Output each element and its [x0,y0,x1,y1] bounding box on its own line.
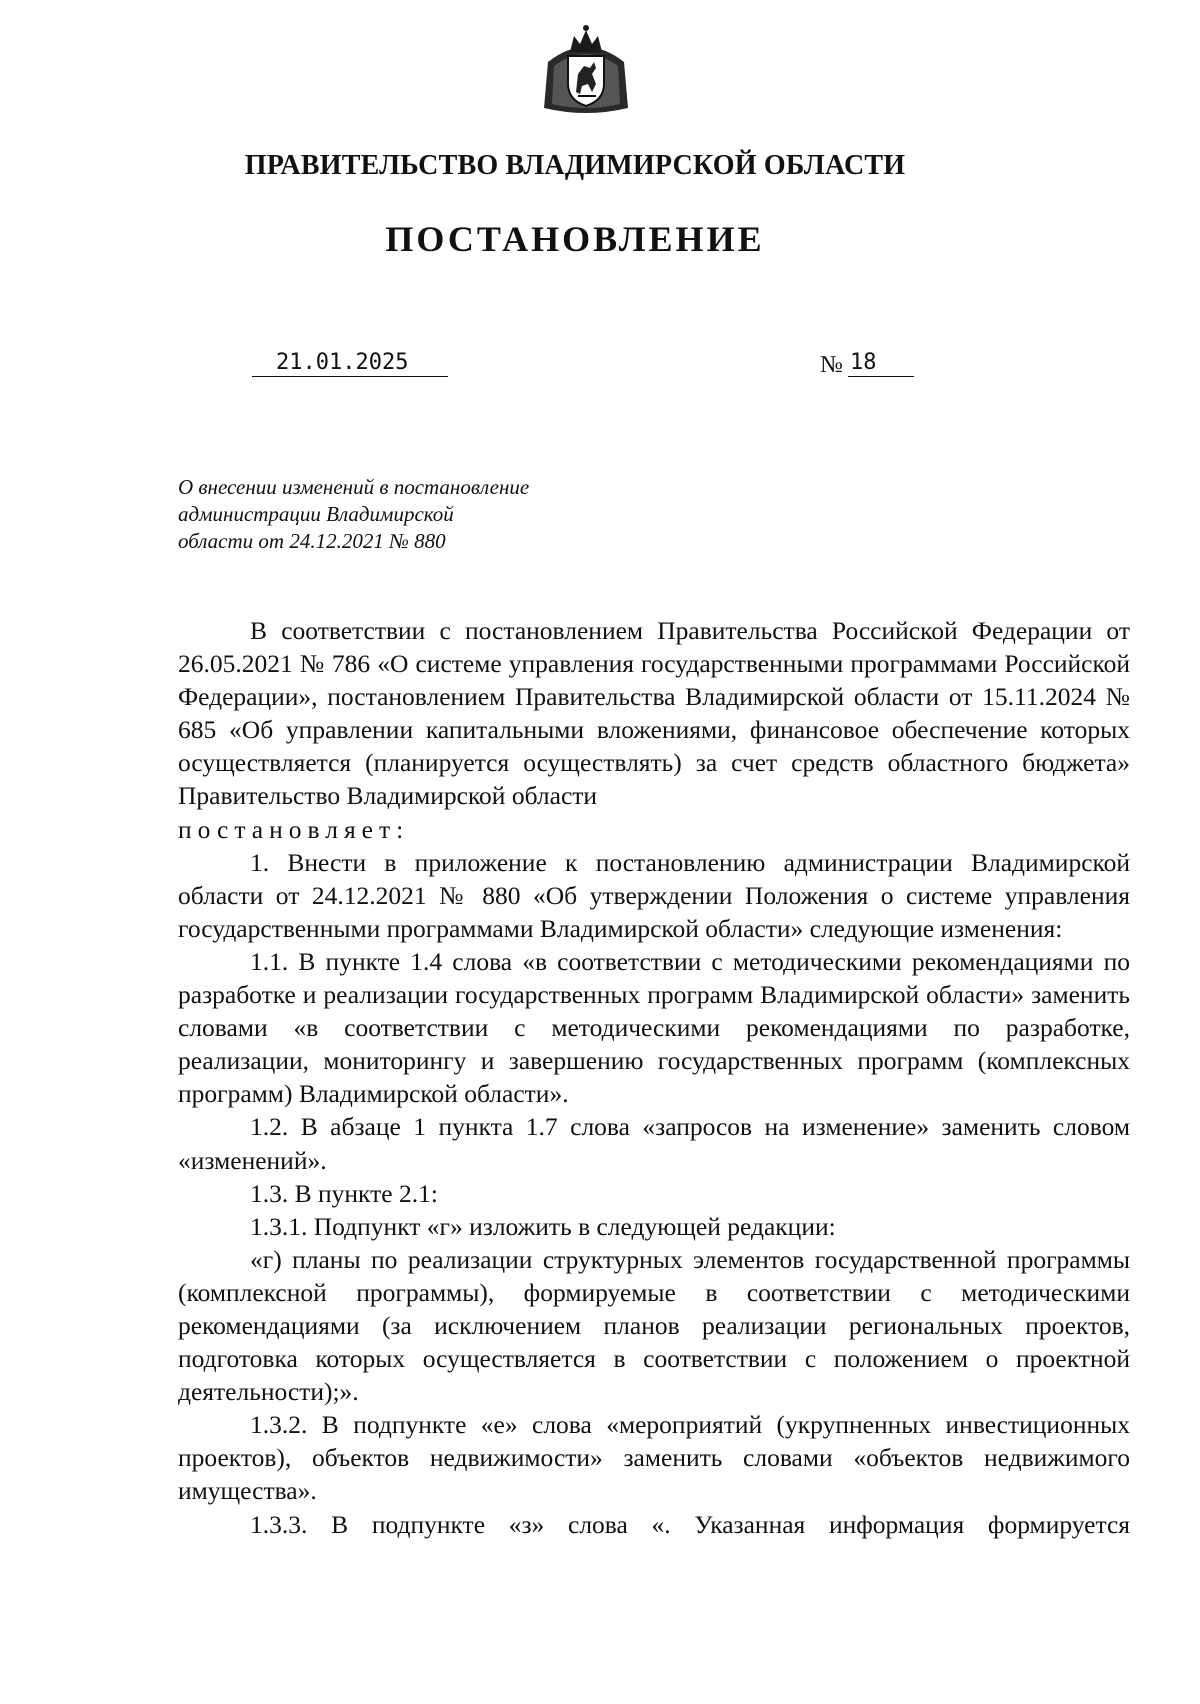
document-number: 18 [848,350,914,377]
paragraph-1-3-1-g: «г) планы по реализации структурных элементов государственной программы (комплексной программы), формируемые в соответствии с методическими рекомендациями (за исключением планов реализации региональных проектов, подготовка которых осуществляется в соответствии с положением о проектной деятельности);». [178,1244,1130,1407]
paragraph-1-2: 1.2. В абзаце 1 пункта 1.7 слова «запросов на изменение» заменить словом «изменений». [178,1112,1130,1175]
document-body [178,614,1130,1541]
paragraph-1-3-3: 1.3.3. В подпункте «з» слова «. Указанная информация формируется [250,1509,1130,1539]
document-subject [178,474,618,555]
subject-line: области от 24.12.2021 № 880 [178,529,446,553]
paragraph-1-3-2: 1.3.2. В подпункте «е» слова «мероприятий (укрупненных инвестиционных проектов), объектов недвижимости» заменить словами «объектов недвижимого имущества». [178,1410,1130,1506]
document-type-title: ПОСТАНОВЛЕНИЕ [385,219,765,259]
decree-word: постановляет: [178,814,410,844]
intro-paragraph: В соответствии с постановлением Правительства Российской Федерации от 26.05.2021 № 786 «О системе управления государственными программами Российской Федерации», постановлением Правительства Владимирской области от 15.11.2024 № 685 «Об управлении капитальными вложениями, финансовое обеспечение которых осуществляется (планируется осуществлять) за счет средств областного бюджета» Правительство Владимирской области [178,616,1130,811]
coat-of-arms-emblem [538,22,634,118]
paragraph-1-3: 1.3. В пункте 2.1: [250,1178,438,1208]
paragraph-1: 1. Внести в приложение к постановлению администрации Владимирской области от 24.12.2021 № 880 «Об утверждении Положения о системе управления государственными программами Владимирской области» следующие изменения: [178,847,1130,943]
document-date: 21.01.2025 [252,350,448,377]
subject-line: администрации Владимирской [178,502,454,526]
paragraph-1-1: 1.1. В пункте 1.4 слова «в соответствии с методическими рекомендациями по разработке и реализации государственных программ Владимирской области» заменить словами «в соответствии с методическими рекомендациями по разработке, реализации, мониторингу и завершению государственных программ (комплексных программ) Владимирской области». [178,946,1130,1109]
number-label: № [820,352,843,378]
paragraph-1-3-1: 1.3.1. Подпункт «г» изложить в следующей редакции: [250,1211,836,1241]
subject-line: О внесении изменений в постановление [178,475,530,499]
government-title: ПРАВИТЕЛЬСТВО ВЛАДИМИРСКОЙ ОБЛАСТИ [244,150,906,181]
